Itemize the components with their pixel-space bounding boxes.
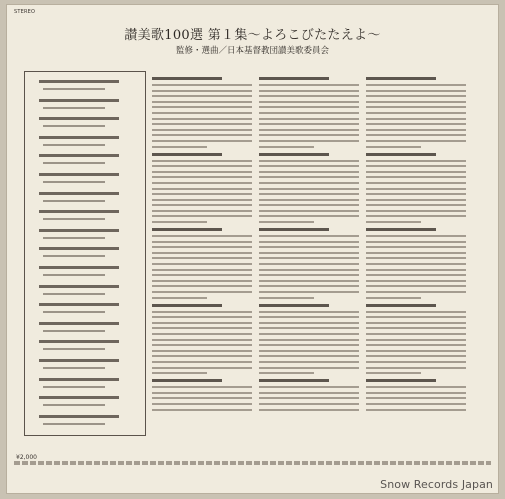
track-title-line [39,229,119,232]
track-credit-line [43,107,105,109]
text-line [152,367,252,369]
text-line [366,361,466,363]
text-line [152,246,252,248]
text-line [152,146,207,148]
track-row [29,97,141,115]
text-line [152,106,252,108]
track-credit-line [43,311,105,313]
text-line [366,215,466,217]
text-line [152,95,252,97]
track-title-line [39,322,119,325]
text-line [366,280,466,282]
text-line [366,193,466,195]
liner-notes-column-1 [152,72,252,417]
track-credit-line [43,404,105,406]
text-line [152,327,252,329]
text-line [366,304,436,307]
track-title-line [39,266,119,269]
track-title-line [39,154,119,157]
text-line [259,257,359,259]
text-line [259,204,359,206]
text-line [259,367,359,369]
text-line [366,327,466,329]
text-line [152,210,252,212]
text-line [152,221,207,223]
text-line [366,95,466,97]
text-line [152,101,252,103]
stereo-label: STEREO [14,9,36,15]
text-line [259,252,359,254]
text-line [259,355,359,357]
text-line [366,134,466,136]
text-line [366,285,466,287]
text-line [152,269,252,271]
track-title-line [39,99,119,102]
track-row [29,301,141,319]
text-line [152,140,252,142]
text-line [259,263,359,265]
liner-notes-column-2 [259,72,359,417]
text-line [152,322,252,324]
text-line [259,285,359,287]
track-title-line [39,136,119,139]
text-line [259,339,359,341]
text-line [366,228,436,231]
text-line [366,392,466,394]
track-title-line [39,247,119,250]
text-line [259,322,359,324]
text-line [366,112,466,114]
liner-notes-column-3 [366,72,466,417]
text-line [366,140,466,142]
text-line [152,379,222,382]
text-line [366,367,466,369]
text-line [259,379,329,382]
track-credit-line [43,218,105,220]
text-line [152,344,252,346]
text-line [366,204,466,206]
text-line [259,176,359,178]
text-line [259,403,359,405]
text-line [152,392,252,394]
text-line [366,355,466,357]
text-line [259,199,359,201]
text-line [152,316,252,318]
text-line [259,112,359,114]
text-line [366,274,466,276]
text-line [366,171,466,173]
text-line [259,153,329,156]
text-line [259,101,359,103]
text-line [152,204,252,206]
track-row [29,320,141,338]
track-credit-line [43,162,105,164]
track-title-line [39,192,119,195]
text-line [366,199,466,201]
album-title: 讃美歌100選 第１集〜よろこびたたえよ〜 [124,28,381,43]
track-title-line [39,415,119,418]
text-line [259,188,359,190]
text-line [259,210,359,212]
text-line [259,344,359,346]
text-line [152,90,252,92]
text-line [152,112,252,114]
text-line [366,153,436,156]
text-line [152,129,252,131]
track-row [29,264,141,282]
text-line [152,176,252,178]
text-line [152,409,252,411]
text-line [259,241,359,243]
legal-notice-line [14,461,491,465]
track-credit-line [43,367,105,369]
text-line [259,297,314,299]
text-line [259,160,359,162]
text-line [259,106,359,108]
text-line [259,165,359,167]
text-line [366,176,466,178]
track-title-line [39,173,119,176]
text-line [152,257,252,259]
text-line [366,84,466,86]
text-line [259,316,359,318]
text-line [259,134,359,136]
text-line [259,333,359,335]
text-line [366,123,466,125]
text-line [259,123,359,125]
text-line [366,322,466,324]
text-line [366,269,466,271]
track-title-line [39,117,119,120]
supervisor-credit: 監修・選曲／日本基督教団讃美歌委員会 [175,46,329,56]
text-line [152,311,252,313]
track-credit-line [43,181,105,183]
track-title-line [39,340,119,343]
text-line [366,118,466,120]
text-line [152,84,252,86]
text-line [152,199,252,201]
text-line [259,246,359,248]
text-line [152,297,207,299]
text-line [366,350,466,352]
text-line [259,140,359,142]
track-row [29,338,141,356]
text-line [259,274,359,276]
text-line [259,327,359,329]
track-title-line [39,396,119,399]
text-line [366,379,436,382]
text-line [366,101,466,103]
track-credit-line [43,255,105,257]
price-label: ¥2,000 [16,454,37,461]
text-line [152,304,222,307]
text-line [152,193,252,195]
text-line [259,77,329,80]
text-line [259,182,359,184]
text-line [152,171,252,173]
track-row [29,413,141,431]
track-credit-line [43,423,105,425]
text-line [259,118,359,120]
text-line [152,355,252,357]
track-row [29,245,141,263]
track-credit-line [43,348,105,350]
text-line [152,372,207,374]
text-line [152,188,252,190]
text-line [366,372,421,374]
text-line [366,241,466,243]
text-line [152,361,252,363]
text-line [366,316,466,318]
text-line [259,221,314,223]
text-line [152,123,252,125]
text-line [366,333,466,335]
text-line [366,311,466,313]
track-row [29,376,141,394]
track-title-line [39,359,119,362]
text-line [366,409,466,411]
text-line [366,235,466,237]
text-line [152,165,252,167]
text-line [152,274,252,276]
text-line [259,304,329,307]
text-line [152,228,222,231]
text-line [152,386,252,388]
track-credit-line [43,125,105,127]
text-line [259,84,359,86]
text-line [259,215,359,217]
text-line [152,118,252,120]
record-sleeve-back [6,4,499,494]
text-line [366,77,436,80]
track-row [29,78,141,96]
text-line [259,392,359,394]
text-line [366,221,421,223]
text-line [366,291,466,293]
track-credit-line [43,293,105,295]
track-title-line [39,378,119,381]
track-credit-line [43,274,105,276]
track-row [29,357,141,375]
text-line [366,397,466,399]
text-line [259,386,359,388]
text-line [259,95,359,97]
text-line [152,403,252,405]
text-line [366,146,421,148]
text-line [152,263,252,265]
track-title-line [39,285,119,288]
text-line [366,386,466,388]
track-row [29,115,141,133]
track-row [29,283,141,301]
track-title-line [39,80,119,83]
text-line [259,280,359,282]
text-line [259,129,359,131]
track-credit-line [43,237,105,239]
text-line [152,291,252,293]
text-line [152,333,252,335]
text-line [366,129,466,131]
text-line [152,285,252,287]
text-line [259,228,329,231]
text-line [366,182,466,184]
track-title-line [39,303,119,306]
track-title-line [39,210,119,213]
track-credit-line [43,330,105,332]
text-line [259,372,314,374]
text-line [259,90,359,92]
track-row [29,227,141,245]
text-line [152,134,252,136]
track-credit-line [43,88,105,90]
text-line [366,403,466,405]
text-line [259,311,359,313]
text-line [366,297,421,299]
text-line [152,160,252,162]
text-line [152,339,252,341]
track-row [29,152,141,170]
text-line [366,344,466,346]
track-row [29,171,141,189]
text-line [152,350,252,352]
text-line [366,252,466,254]
text-line [259,193,359,195]
text-line [152,241,252,243]
track-row [29,208,141,226]
text-line [259,350,359,352]
text-line [152,397,252,399]
text-line [259,269,359,271]
text-line [152,215,252,217]
text-line [152,280,252,282]
text-line [366,263,466,265]
text-line [259,171,359,173]
track-row [29,394,141,412]
track-list-box [24,71,146,436]
text-line [152,252,252,254]
text-line [152,182,252,184]
text-line [152,153,222,156]
track-row [29,190,141,208]
text-line [366,339,466,341]
text-line [259,361,359,363]
text-line [259,291,359,293]
text-line [366,90,466,92]
track-credit-line [43,144,105,146]
text-line [259,397,359,399]
text-line [366,210,466,212]
track-row [29,134,141,152]
text-line [259,146,314,148]
text-line [152,235,252,237]
text-line [366,165,466,167]
text-line [366,106,466,108]
track-credit-line [43,200,105,202]
text-line [366,246,466,248]
text-line [152,77,222,80]
track-credit-line [43,386,105,388]
text-line [366,160,466,162]
text-line [259,235,359,237]
text-line [259,409,359,411]
text-line [366,188,466,190]
watermark: Snow Records Japan [380,478,493,491]
text-line [366,257,466,259]
